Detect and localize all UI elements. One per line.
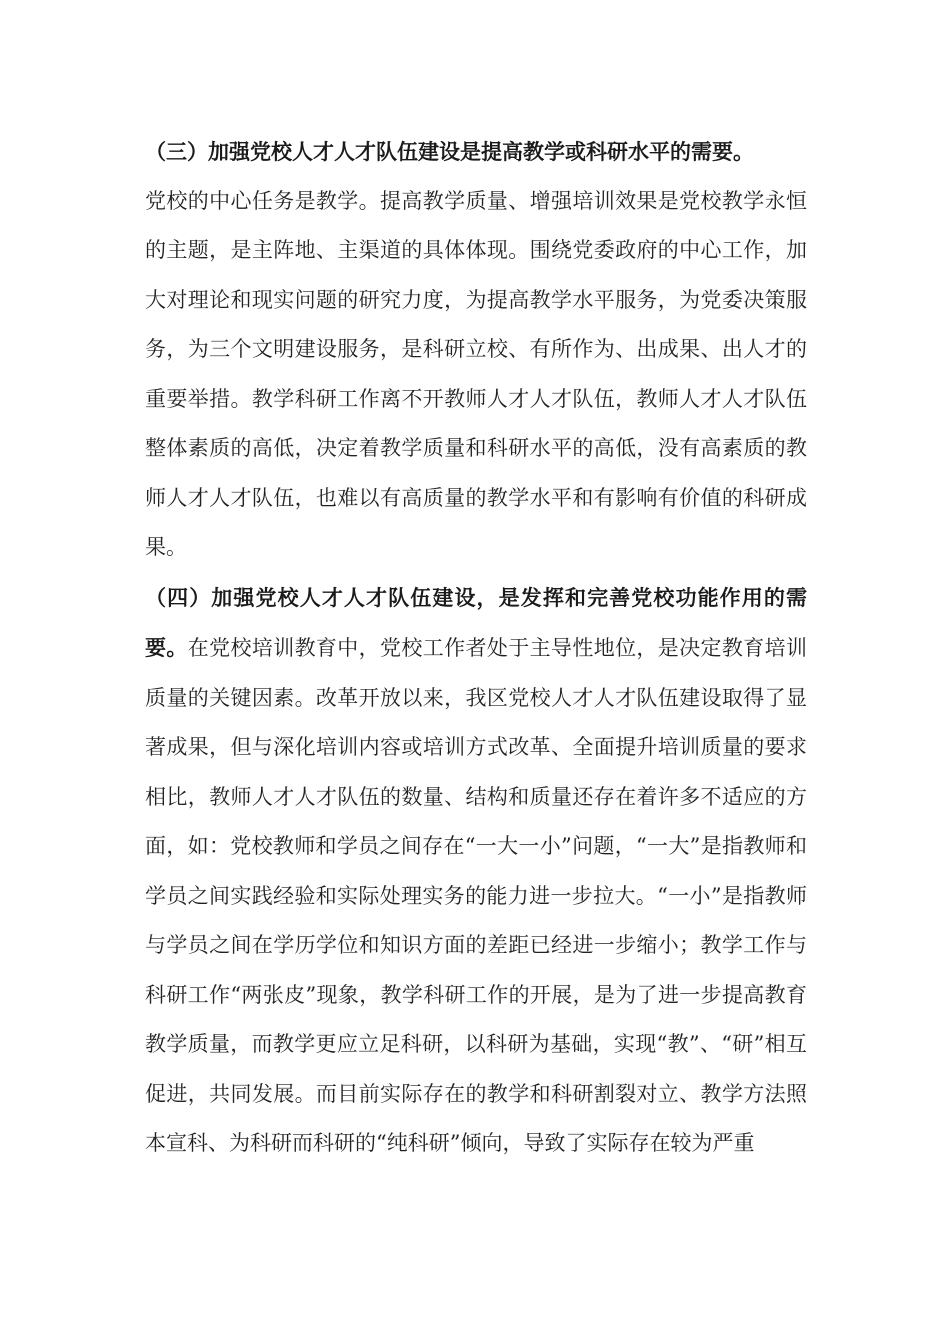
section-3-body: 党校的中心任务是教学。提高教学质量、增强培训效果是党校教学永恒的主题，是主阵地、主渠道的具体体现。围绕党委政府的中心工作，加大对理论和现实问题的研究力度，为提高教学水平服务，为党委决策服务，为三个文明建设服务，是科研立校、有所作为、出成果、出人才的重要举措。教学科研工作离不开教师人才人才队伍，教师人才人才队伍整体素质的高低，决定着教学质量和科研水平的高低，没有高素质的教师人才人才队伍，也难以有高质量的教学水平和有影响有价值的科研成果。 (145, 188, 807, 559)
section-4-body: 在党校培训教育中，党校工作者处于主导性地位，是决定教育培训质量的关键因素。改革开放以来，我区党校人才人才队伍建设取得了显著成果，但与深化培训内容或培训方式改革、全面提升培训质量的要求相比，教师人才人才队伍的数量、结构和质量还存在着许多不适应的方面，如：党校教师和学员之间存在“一大一小”问题，“一大”是指教师和学员之间实践经验和实际处理实务的能力进一步拉大。“一小”是指教师与学员之间在学历学位和知识方面的差距已经进一步缩小；教学工作与科研工作“两张皮”现象，教学科研工作的开展，是为了进一步提高教育教学质量，而教学更应立足科研，以科研为基础，实现“教”、“研”相互促进，共同发展。而目前实际存在的教学和科研割裂对立、教学方法照本宣科、为科研而科研的“纯科研”倾向，导致了实际存在较为严重 (145, 636, 807, 1155)
document-body (145, 127, 807, 1169)
section-3-heading: （三）加强党校人才人才队伍建设是提高教学或科研水平的需要。 (145, 139, 754, 164)
section-4-heading: （四）加强党校人才人才队伍建设，是发挥和完善党校功能作用的需要。 (145, 584, 807, 660)
section-4-paragraph (145, 573, 807, 1169)
